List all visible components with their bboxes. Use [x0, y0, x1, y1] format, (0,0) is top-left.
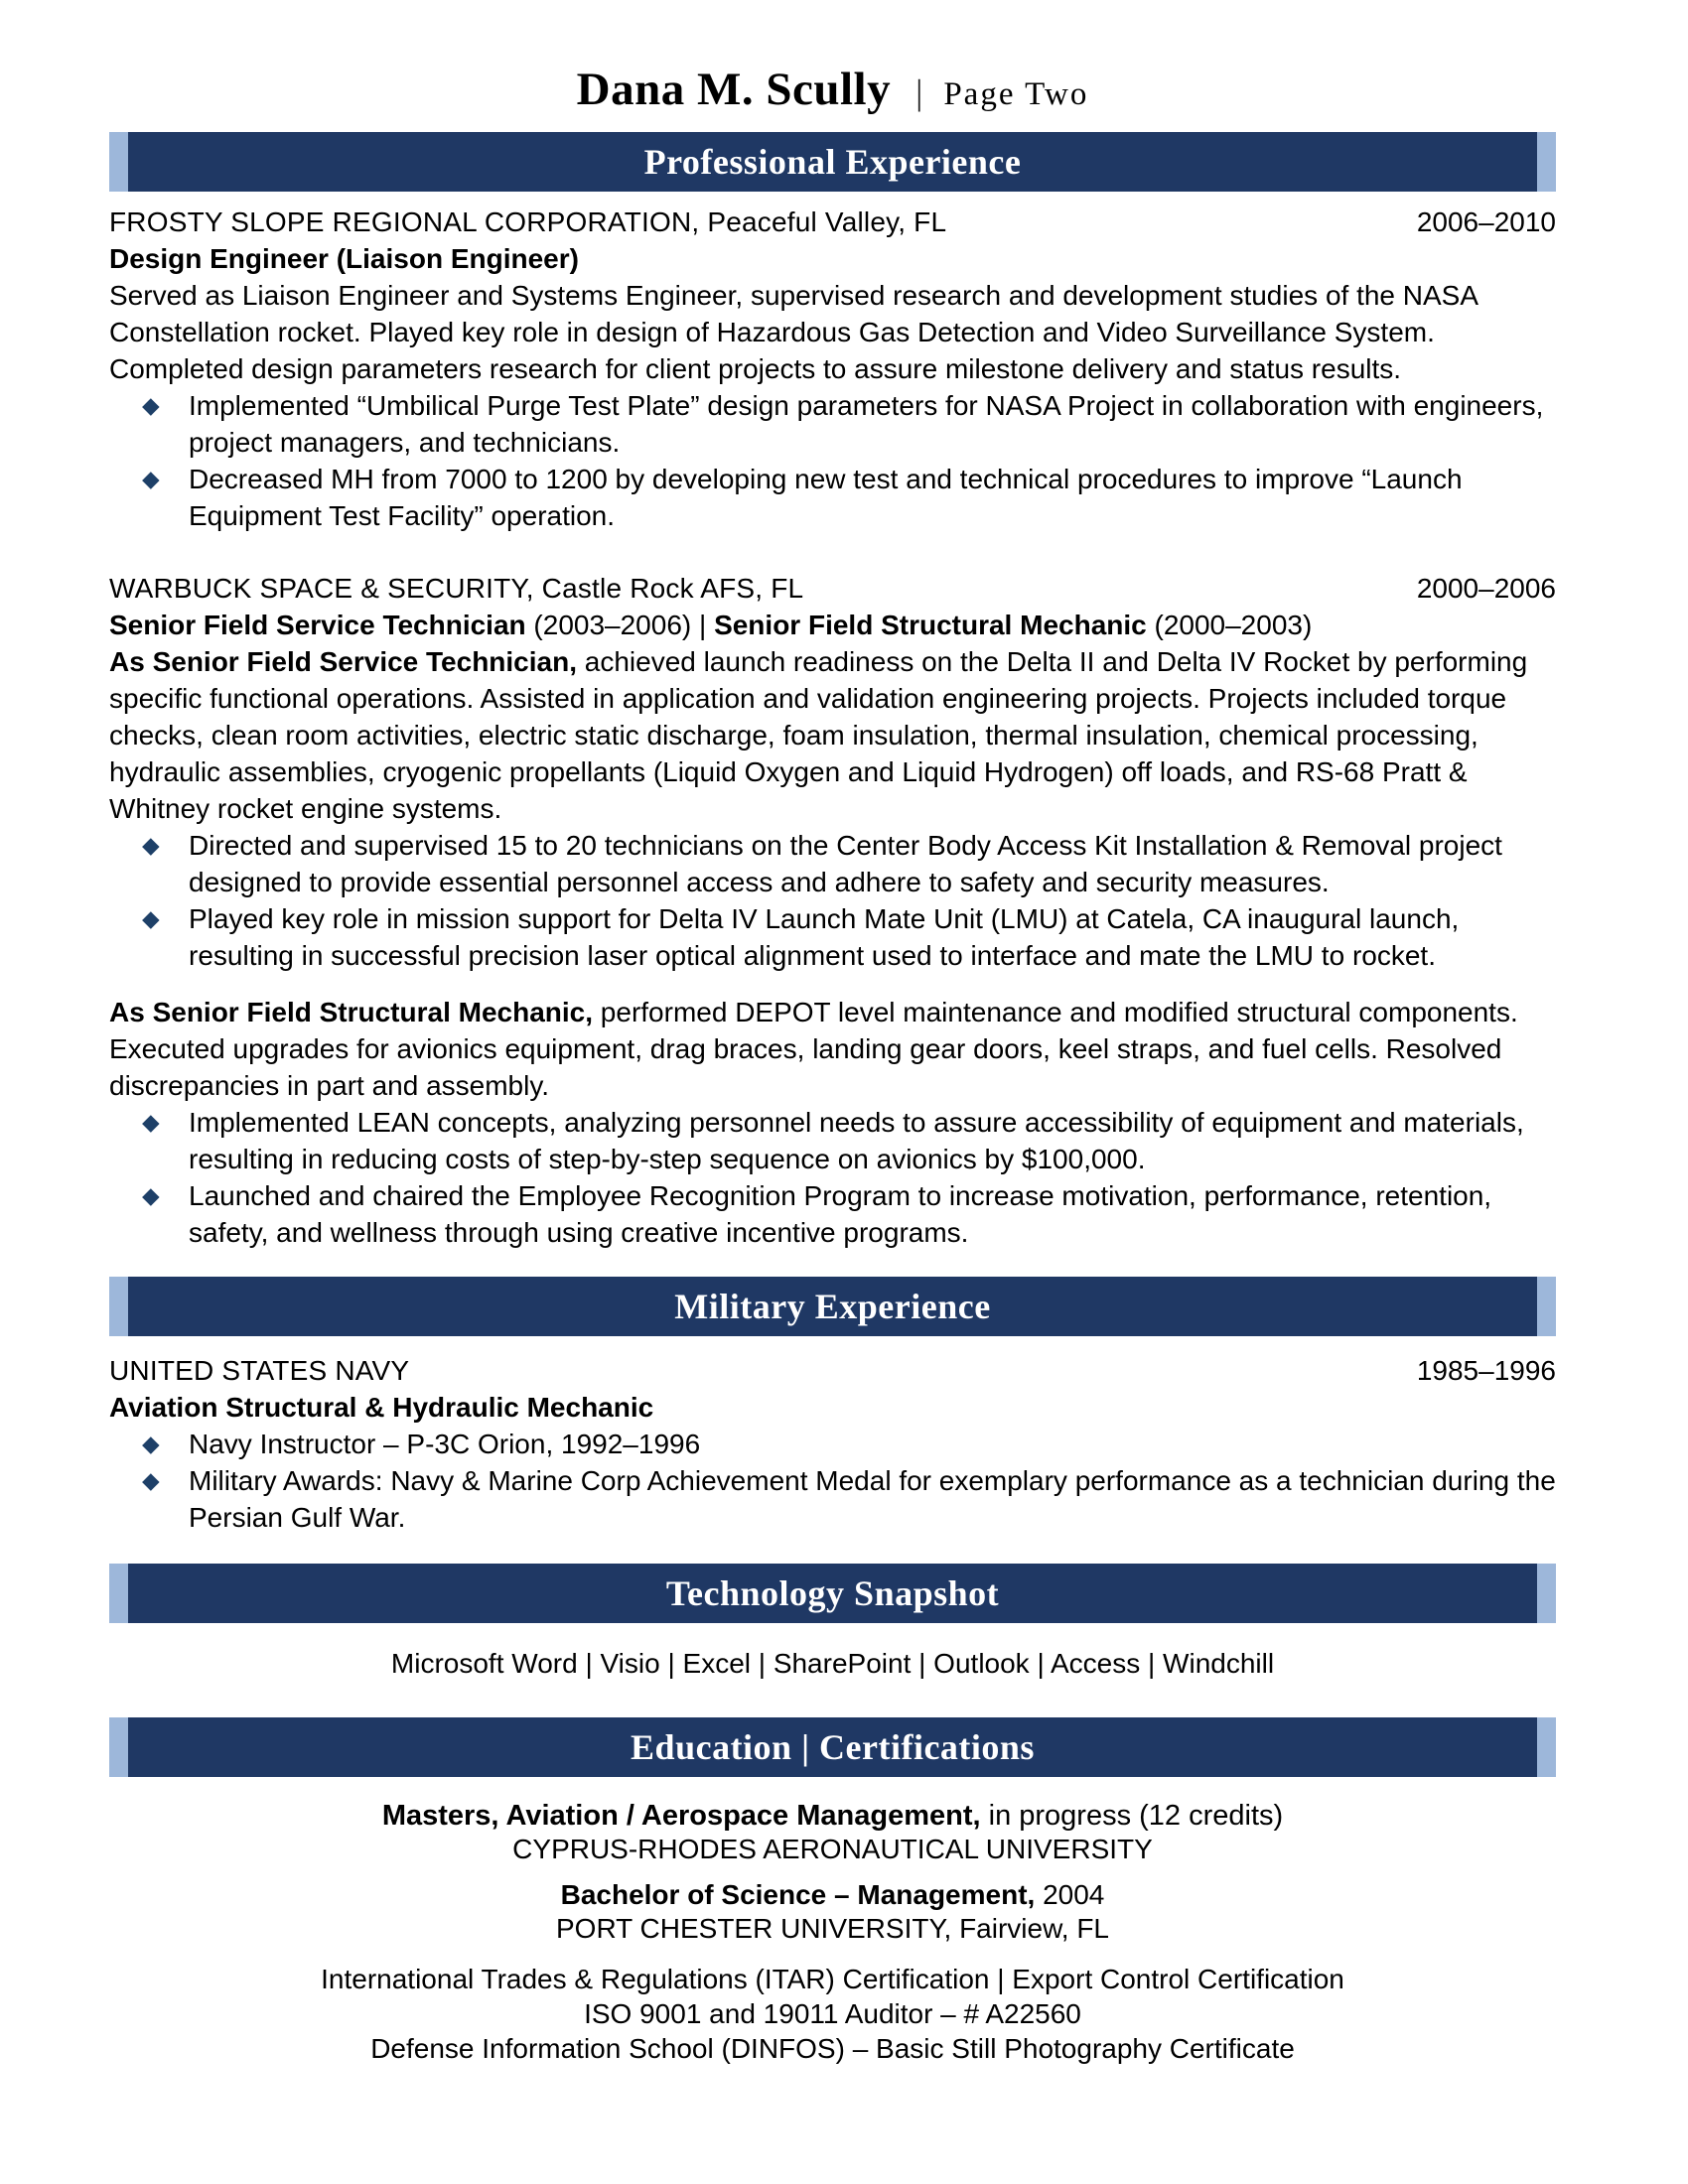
job-entry-frosty-slope [109, 204, 1556, 534]
degree-bachelor [109, 1878, 1556, 1912]
banner-left-accent [109, 1564, 128, 1623]
job-title-dates: (2000–2003) [1146, 610, 1313, 640]
job-title-part: Senior Field Service Technician [109, 610, 526, 640]
education-block [109, 1799, 1556, 2066]
job-title: Design Engineer (Liaison Engineer) [109, 243, 579, 274]
page-number-label: Page Two [943, 76, 1089, 112]
section-title-education-certifications: Education | Certifications [631, 1726, 1035, 1767]
role-text: achieved launch readiness on the Delta II and Delta IV Rocket by performing specific functional operations. Assisted in application and validation engineering projects. Projects included torque checks, clean room activities, electric static discharge, foam insulation, thermal insulation, chemical processing, hydraulic assemblies, cryogenic propellants (Liquid Oxygen and Liquid Hydrogen) off loads, and RS-68 Pratt & Whitney rocket engine systems. [109, 646, 1528, 824]
role-summary [109, 643, 1556, 827]
degree-year: 2004 [1035, 1879, 1105, 1910]
job-company-row [109, 570, 1556, 607]
bullet-text: Played key role in mission support for Delta IV Launch Mate Unit (LMU) at Catela, CA inaugural launch, resulting in successful precision laser optical alignment used to interface and mate the LMU to rocket. [189, 903, 1460, 971]
role-text: performed DEPOT level maintenance and modified structural components. Executed upgrades for avionics equipment, drag braces, landing gear doors, keel straps, and fuel cells. Resolved discrepancies in part and assembly. [109, 997, 1518, 1101]
job-company-row [109, 204, 1556, 240]
bullet-text: Military Awards: Navy & Marine Corp Achievement Medal for exemplary performance as a technician during the Persian Gulf War. [189, 1465, 1556, 1533]
person-name: Dana M. Scully [576, 64, 892, 115]
section-banner-military-experience [109, 1277, 1556, 1336]
bullet-text: Launched and chaired the Employee Recognition Program to increase motivation, performance, retention, safety, and wellness through using creative incentive programs. [189, 1180, 1492, 1248]
job-title: Aviation Structural & Hydraulic Mechanic [109, 1392, 654, 1423]
diamond-bullet-icon: ◆ [142, 1431, 160, 1456]
list-item [109, 387, 1556, 461]
job-dates: 2000–2006 [1416, 573, 1556, 604]
banner-left-accent [109, 132, 128, 192]
bullet-text: Decreased MH from 7000 to 1200 by developing new test and technical procedures to improve “Launch Equipment Test Facility” operation. [189, 464, 1463, 531]
list-item [109, 827, 1556, 900]
certification-line: ISO 9001 and 19011 Auditor – # A22560 [584, 1998, 1081, 2029]
diamond-bullet-icon: ◆ [142, 1467, 160, 1493]
bullet-text: Implemented “Umbilical Purge Test Plate” design parameters for NASA Project in collaboration with engineers, project managers, and technicians. [189, 390, 1544, 458]
banner-bar [128, 1277, 1537, 1336]
degree-masters [109, 1799, 1556, 1833]
list-item [109, 1462, 1556, 1536]
certifications-block [109, 1962, 1556, 2066]
job-dates: 1985–1996 [1416, 1355, 1556, 1386]
role-summary [109, 994, 1556, 1104]
bullet-text: Implemented LEAN concepts, analyzing personnel needs to assure accessibility of equipment and materials, resulting in reducing costs of step-by-step sequence on avionics by $100,000. [189, 1107, 1524, 1174]
section-title-professional-experience: Professional Experience [643, 141, 1022, 182]
list-item [109, 461, 1556, 534]
header-separator: | [915, 72, 923, 112]
job-company-row [109, 1352, 1556, 1389]
banner-bar [128, 132, 1537, 192]
bullet-text: Directed and supervised 15 to 20 technicians on the Center Body Access Kit Installation & Removal project designed to provide essential personnel access and adhere to safety and security measures. [189, 830, 1502, 897]
degree-title: Masters, Aviation / Aerospace Management, [381, 1800, 981, 1832]
list-item [109, 1177, 1556, 1251]
list-item [109, 1104, 1556, 1177]
company-name: FROSTY SLOPE REGIONAL CORPORATION, Peaceful Valley, FL [109, 206, 947, 237]
school-name: CYPRUS-RHODES AERONAUTICAL UNIVERSITY [512, 1834, 1153, 1864]
certification-line: Defense Information School (DINFOS) – Basic Still Photography Certificate [370, 2033, 1295, 2064]
job-summary: Served as Liaison Engineer and Systems Engineer, supervised research and development studies of the NASA Constellation rocket. Played key role in design of Hazardous Gas Detection and Video Surveillance System. Completed design parameters research for client projects to assure milestone delivery and status results. [109, 280, 1477, 384]
school-name: PORT CHESTER UNIVERSITY, Fairview, FL [555, 1913, 1110, 1944]
degree-status: in progress (12 credits) [980, 1800, 1284, 1832]
job-title-dates: (2003–2006) | [525, 610, 715, 640]
job-dates: 2006–2010 [1416, 206, 1556, 237]
list-item [109, 900, 1556, 974]
diamond-bullet-icon: ◆ [142, 905, 160, 931]
certification-line: International Trades & Regulations (ITAR) Certification | Export Control Certification [321, 1964, 1344, 1994]
job-title-part: Senior Field Structural Mechanic [714, 610, 1147, 640]
banner-right-accent [1537, 132, 1556, 192]
bullet-text: Navy Instructor – P-3C Orion, 1992–1996 [189, 1429, 701, 1459]
job-entry-warbuck [109, 570, 1556, 1251]
banner-right-accent [1537, 1277, 1556, 1336]
banner-bar [128, 1717, 1537, 1777]
military-entry-us-navy [109, 1352, 1556, 1536]
section-title-military-experience: Military Experience [674, 1286, 991, 1326]
banner-left-accent [109, 1277, 128, 1336]
section-banner-technology-snapshot [109, 1564, 1556, 1623]
role-lead: As Senior Field Structural Mechanic, [109, 997, 594, 1027]
diamond-bullet-icon: ◆ [142, 1109, 160, 1135]
diamond-bullet-icon: ◆ [142, 392, 160, 418]
banner-right-accent [1537, 1717, 1556, 1777]
page-header [109, 64, 1556, 115]
job-title-line [109, 607, 1556, 643]
diamond-bullet-icon: ◆ [142, 466, 160, 491]
diamond-bullet-icon: ◆ [142, 1182, 160, 1208]
section-banner-professional-experience [109, 132, 1556, 192]
banner-bar [128, 1564, 1537, 1623]
technology-list: Microsoft Word | Visio | Excel | SharePoint | Outlook | Access | Windchill [390, 1648, 1275, 1679]
company-name: WARBUCK SPACE & SECURITY, Castle Rock AFS, FL [109, 573, 804, 604]
role-lead: As Senior Field Service Technician, [109, 646, 577, 677]
banner-right-accent [1537, 1564, 1556, 1623]
section-title-technology-snapshot: Technology Snapshot [665, 1572, 1000, 1613]
degree-title: Bachelor of Science – Management, [560, 1879, 1036, 1910]
banner-left-accent [109, 1717, 128, 1777]
section-banner-education-certifications [109, 1717, 1556, 1777]
company-name: UNITED STATES NAVY [109, 1355, 410, 1386]
diamond-bullet-icon: ◆ [142, 832, 160, 858]
list-item [109, 1426, 1556, 1462]
